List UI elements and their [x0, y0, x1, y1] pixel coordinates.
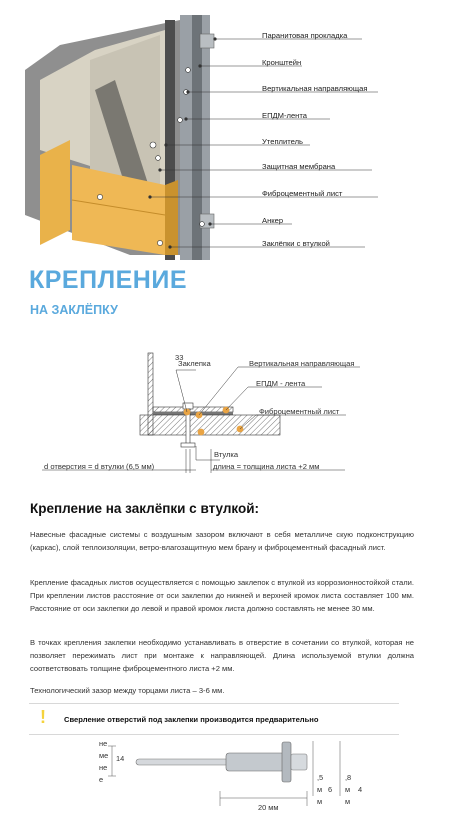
label-membrane: Защитная мембрана — [262, 162, 336, 171]
label-paronite-gasket: Паранитовая прокладка — [262, 31, 348, 40]
label-insulation: Утеплитель — [262, 137, 303, 146]
rivet-left-3: нe — [99, 763, 108, 772]
label-fiber-cement-sheet: Фиброцементный лист — [262, 189, 343, 198]
col2-c: м — [345, 797, 351, 806]
dim-4: 4 — [358, 785, 363, 794]
paragraph-intro: Навесные фасадные системы с воздушным зазором включают в себя металличе скую подконструкцию (каркас), слой теплоизоляции, ветро-влагозащитную мем брану и фиброцементный фасадный лист. — [30, 530, 414, 553]
page-title: КРЕПЛЕНИЕ — [29, 266, 187, 294]
label-bracket: Кронштейн — [262, 58, 302, 67]
hole-formula: d отверстия = d втулки (6,5 мм) — [44, 462, 155, 471]
rivet-cross-section — [0, 345, 450, 480]
rivet-sleeve-body — [226, 753, 286, 771]
paragraph-sleeve: В точках крепления заклепки необходимо устанавливать в отверстие в сочетании со втулкой, которая не позволяет пережимать лист при монтаже к направляющей. Длина используемой втулки должна соответствовать толщине фиброцементного листа +2 мм. — [30, 638, 414, 674]
col2-b: м — [345, 785, 351, 794]
col1-c: м — [317, 797, 323, 806]
paragraph-gap: Технологический зазор между торцами листа – 3-6 мм. — [30, 686, 225, 695]
col1-a: ,5 — [317, 773, 324, 782]
col2-a: ,8 — [345, 773, 352, 782]
label-anchor: Анкер — [262, 216, 284, 225]
label-epdm-tape: ЕПДМ-лента — [262, 111, 307, 120]
label-vertical-rail: Вертикальная направляющая — [262, 84, 368, 93]
page-subtitle: НА ЗАКЛЁПКУ — [30, 303, 118, 317]
drilling-note — [29, 703, 399, 735]
exclamation-icon: ! — [40, 707, 46, 727]
label-sheet: Фиброцементный лист — [259, 407, 340, 416]
label-sleeve: Втулка — [214, 450, 239, 459]
dim-14: 14 — [116, 754, 125, 763]
label-epdm: ЕПДМ - лента — [256, 379, 306, 388]
paragraph-fastening: Крепление фасадных листов осуществляется с помощью заклепок с втулкой из коррозионностойкой стали. При креплении листов расстояние от оси заклепки до нижней и верхней кромок листа составляет 100 мм. Расстояние от оси заклепки до левой и правой кромок листа должно составлять не менее 30 мм. — [30, 578, 414, 614]
diagram-number: 33 — [175, 353, 184, 362]
col1-b: м — [317, 785, 323, 794]
facade-cutaway-drawing — [0, 0, 450, 262]
rivet-left-2: мe — [99, 751, 109, 760]
rivet-sketch — [0, 736, 450, 815]
rivet-dimension-drawing — [0, 736, 450, 815]
label-rivets-with-sleeve: Заклёпки с втулкой — [262, 239, 330, 248]
label-rail: Вертикальная направляющая — [249, 359, 355, 368]
dim-6: 6 — [328, 785, 333, 794]
cross-section-drawing — [0, 345, 450, 480]
epdm-strip — [153, 412, 233, 415]
rivet-left-4: e — [99, 775, 104, 784]
length-formula: длина = толщина листа +2 мм — [213, 462, 320, 471]
label-rivet: Заклепка — [178, 359, 211, 368]
sheet-section — [140, 415, 280, 435]
facade-illustration — [0, 0, 450, 262]
panel-left — [40, 140, 70, 245]
section-heading: Крепление на заклёпки с втулкой: — [30, 501, 260, 516]
note-text: Сверление отверстий под заклепки производится предварительно — [64, 715, 319, 724]
rivet-left-1: не — [99, 739, 108, 748]
rivet-head — [282, 742, 291, 782]
dim-20mm: 20 мм — [258, 803, 279, 812]
